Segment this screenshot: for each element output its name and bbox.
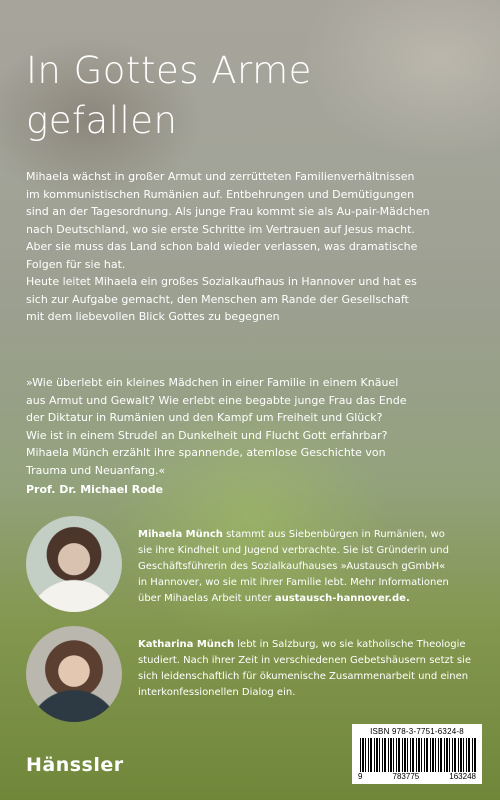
bio-text: über Mihaelas Arbeit unter (138, 593, 275, 604)
bio-line: in Hannover, wo sie mit ihrer Familie lebt. Mehr Informationen (138, 577, 449, 588)
bio-line (138, 637, 483, 653)
book-title (26, 46, 466, 146)
blurb-line: nach Deutschland, wo sie erste Schritte im Vertrauen auf Jesus macht. (26, 222, 415, 236)
quote-line: aus Armut und Gewalt? Wie erlebt eine begabte junge Frau das Ende (26, 393, 407, 407)
bio-line: sie ihre Kindheit und Jugend verbrachte. Sie ist Gründerin und (138, 545, 449, 556)
blurb-line: im kommunistischen Rumänien auf. Entbehrungen und Demütigungen (26, 187, 415, 201)
blurb-line: mit dem liebevollen Blick Gottes zu begegnen (26, 310, 280, 323)
blurb-line: sich zur Aufgabe gemacht, den Menschen am Rande der Gesellschaft (26, 292, 409, 306)
bio-text: lebt in Salzburg, wo sie katholische Theologie (234, 639, 466, 650)
blurb-line: Mihaela wächst in großer Armut und zerrütteten Familienverhältnissen (26, 170, 415, 183)
blurb-line: Heute leitet Mihaela ein großes Sozialkaufhaus in Hannover und hat es (26, 275, 417, 288)
bio-line (138, 527, 483, 543)
endorsement-quote (26, 374, 481, 499)
quote-line: der Diktatur in Rumänien und den Kampf um Freiheit und Glück? (26, 411, 383, 424)
author-name: Katharina Münch (138, 639, 235, 650)
quote-line: Mihaela Münch erzählt ihre spannende, atemlose Geschichte von (26, 446, 386, 459)
author-bio-katharina (138, 637, 483, 701)
bio-line: sich leidenschaftlich für ökumenische Zusammenarbeit und einen (138, 671, 469, 682)
barcode-bars (360, 738, 476, 772)
blurb-line: Aber sie muss das Land schon bald wieder verlassen, was dramatische (26, 240, 418, 253)
bio-line: interkonfessionellen Dialog ein. (138, 687, 296, 698)
title-line-2: gefallen (26, 99, 178, 142)
book-blurb (26, 168, 481, 326)
title-line-1: In Gottes Arme (26, 49, 312, 92)
author-name: Mihaela Münch (138, 529, 223, 540)
quote-line: »Wie überlebt ein kleines Mädchen in einer Familie in einem Knäuel (26, 376, 399, 389)
barcode-digit-group: 9 (358, 772, 363, 781)
bio-text: stammt aus Siebenbürgen in Rumänien, wo (222, 529, 445, 540)
barcode-digit-group: 783775 (392, 772, 420, 781)
author-bio-mihaela (138, 527, 483, 607)
blurb-line: sind an der Tagesordnung. Als junge Frau kommt sie als Au-pair-Mädchen (26, 205, 430, 218)
author-photo-katharina (26, 626, 122, 722)
barcode-digits (354, 772, 480, 781)
isbn-barcode (352, 724, 482, 784)
author-photo-mihaela (26, 516, 122, 612)
publisher-logo: Hänssler (26, 754, 124, 776)
blurb-line: Folgen für sie hat. (26, 257, 126, 271)
quote-author: Prof. Dr. Michael Rode (26, 483, 164, 496)
bio-line (138, 591, 483, 607)
barcode-digit-group: 163248 (449, 772, 476, 781)
quote-line: Trauma und Neuanfang.« (26, 463, 166, 477)
website-link: austausch-hannover.de. (274, 593, 410, 604)
isbn-text: ISBN 978-3-7751-6324-8 (370, 727, 464, 736)
bio-line: studiert. Nach ihrer Zeit in verschiedenen Gebetshäusern setzt sie (138, 655, 471, 666)
quote-line: Wie ist in einem Strudel an Dunkelheit und Flucht Gott erfahrbar? (26, 428, 388, 442)
bio-line: Geschäftsführerin des Sozialkaufhauses »Austausch gGmbH« (138, 561, 446, 572)
